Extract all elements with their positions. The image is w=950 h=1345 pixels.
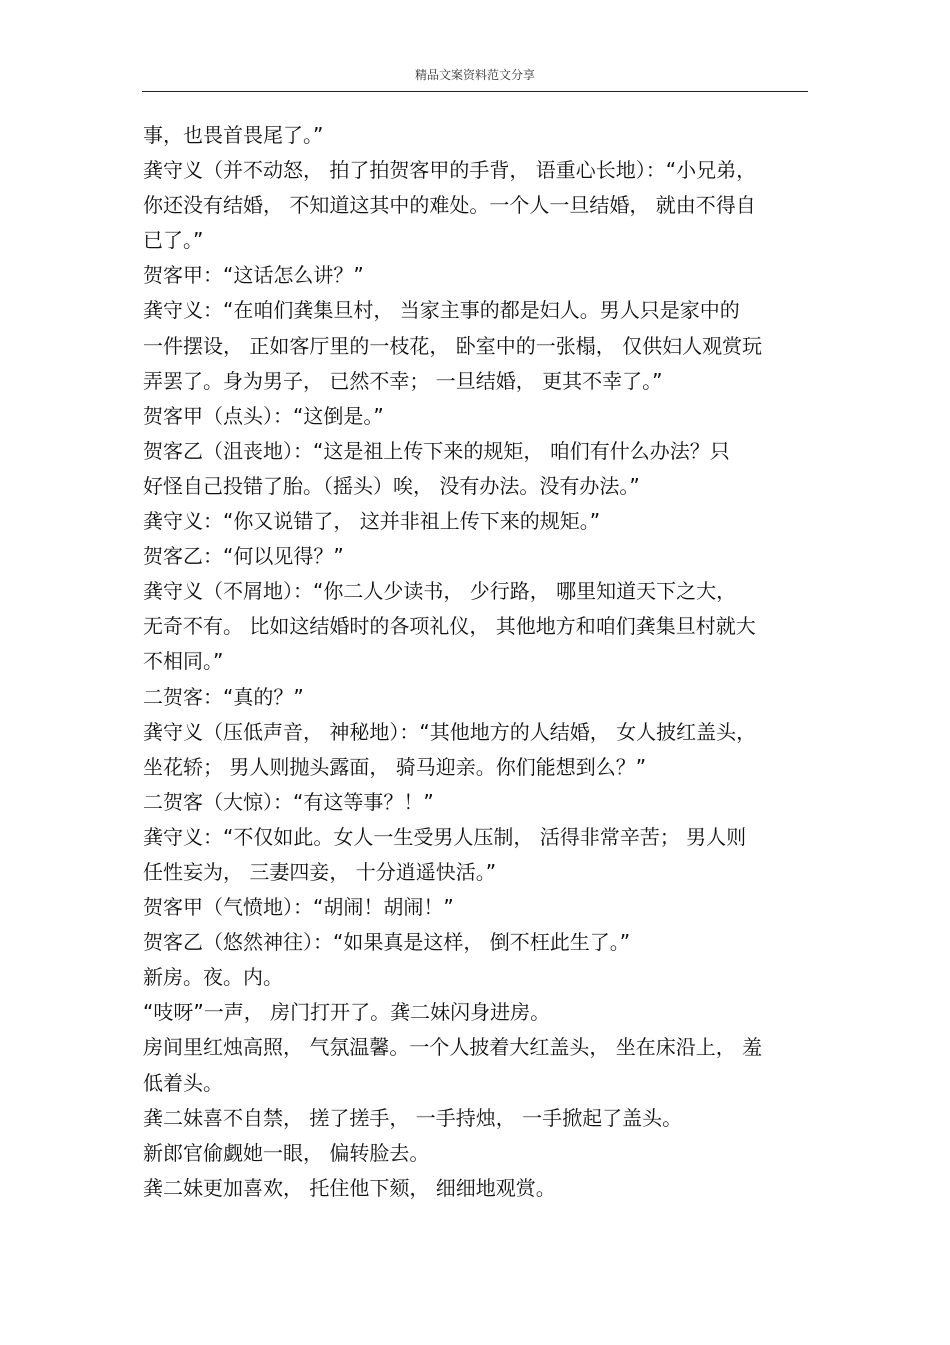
text-line: 房间里红烛高照， 气氛温馨。一个人披着大红盖头， 坐在床沿上， 羞 xyxy=(143,1035,763,1060)
text-line: 新郎官偷觑她一眼， 偏转脸去。 xyxy=(143,1140,430,1165)
header-divider xyxy=(142,91,808,92)
text-line: 好怪自己投错了胎。（摇头）唉， 没有办法。没有办法。” xyxy=(143,473,640,498)
text-line: 贺客甲（气愤地）：“胡闹！胡闹！” xyxy=(143,895,454,920)
text-line: 已了。” xyxy=(143,228,204,253)
text-line: 龚守义：“不仅如此。女人一生受男人压制， 活得非常辛苦； 男人则 xyxy=(143,824,747,849)
text-line: 坐花轿； 男人则抛头露面， 骑马迎亲。你们能想到么？” xyxy=(143,754,647,779)
text-line: 贺客乙：“何以见得？” xyxy=(143,544,344,569)
text-line: 贺客甲（点头）：“这倒是。” xyxy=(143,403,384,428)
text-line: 弄罢了。身为男子， 已然不幸； 一旦结婚， 更其不幸了。” xyxy=(143,368,663,393)
page-header: 精品文案资料范文分享 xyxy=(414,68,535,82)
text-line: 龚守义（不屑地）：“你二人少读书， 少行路， 哪里知道天下之大， xyxy=(143,579,737,604)
text-line: 你还没有结婚， 不知道这其中的难处。一个人一旦结婚， 就由不得自 xyxy=(143,193,756,218)
text-line: 一件摆设， 正如客厅里的一枝花， 卧室中的一张榻， 仅供妇人观赏玩 xyxy=(143,333,763,358)
text-line: 任性妄为， 三妻四妾， 十分逍遥快活。” xyxy=(143,859,497,884)
text-line: 龚守义（压低声音， 神秘地）：“其他地方的人结婚， 女人披红盖头， xyxy=(143,719,757,744)
text-line: 二贺客：“真的？” xyxy=(143,684,304,709)
document-body xyxy=(143,118,783,1206)
text-line: 龚二妹更加喜欢， 托住他下颏， 细细地观赏。 xyxy=(143,1175,556,1200)
text-line: 新房。夜。内。 xyxy=(143,965,283,990)
text-line: 龚二妹喜不自禁， 搓了搓手， 一手持烛， 一手掀起了盖头。 xyxy=(143,1105,683,1130)
text-line: 龚守义：“你又说错了， 这并非祖上传下来的规矩。” xyxy=(143,509,601,534)
text-line: 贺客乙（沮丧地）：“这是祖上传下来的规矩， 咱们有什么办法？只 xyxy=(143,438,730,463)
text-line: 二贺客（大惊）：“有这等事？！” xyxy=(143,789,434,814)
text-line: 事，也畏首畏尾了。” xyxy=(143,123,324,147)
text-line: 贺客乙（悠然神往）：“如果真是这样， 倒不枉此生了。” xyxy=(143,930,631,955)
text-line: “吱呀”一声， 房门打开了。龚二妹闪身进房。 xyxy=(143,1000,551,1025)
text-line: 龚守义：“在咱们龚集旦村， 当家主事的都是妇人。男人只是家中的 xyxy=(143,298,740,323)
text-line: 龚守义（并不动怒， 拍了拍贺客甲的手背， 语重心长地）：“小兄弟， xyxy=(143,158,757,183)
text-line: 低着头。 xyxy=(143,1070,223,1095)
text-line: 贺客甲：“这话怎么讲？” xyxy=(143,263,364,288)
text-line: 不相同。” xyxy=(143,649,224,674)
text-line: 无奇不有。 比如这结婚时的各项礼仪， 其他地方和咱们龚集旦村就大 xyxy=(143,614,756,639)
